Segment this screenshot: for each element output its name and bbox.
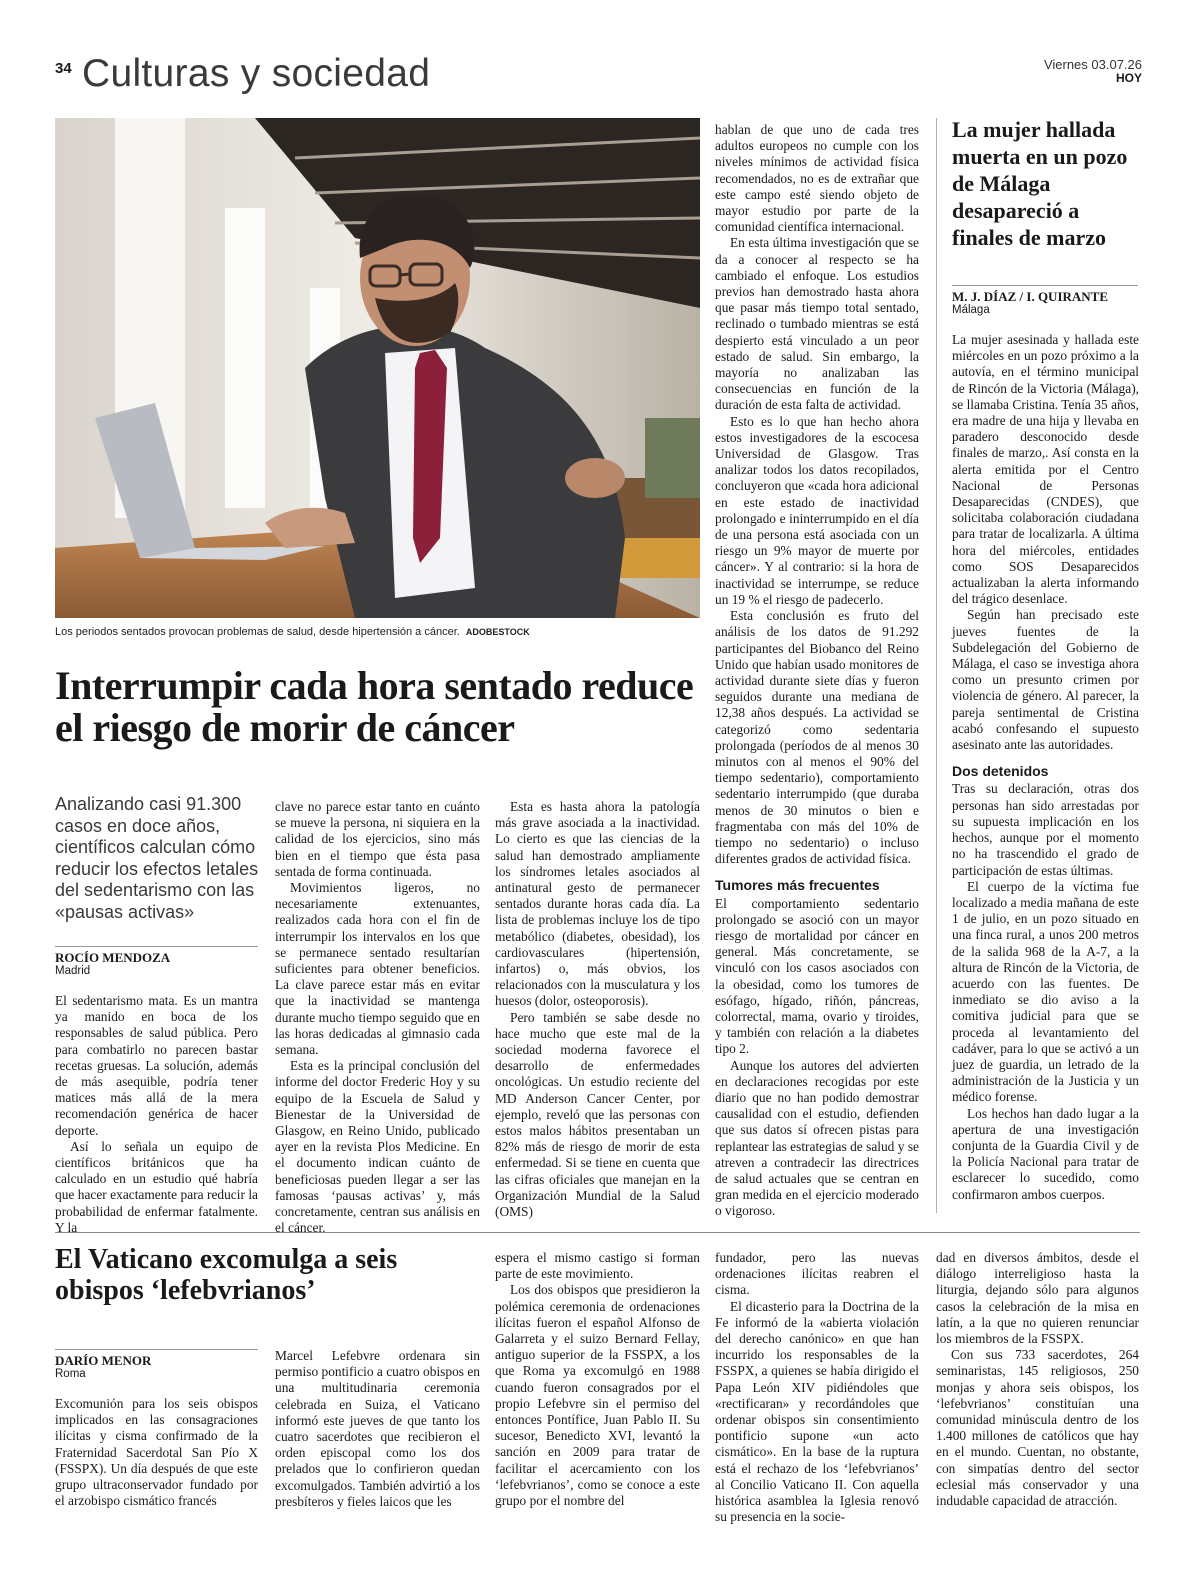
main-deck: Analizando casi 91.300 casos en doce años, científicos calculan cómo reducir los efectos letales del sedentarismo con las «pausas activas» (55, 794, 259, 922)
paragraph: En esta última investigación que se da a conocer al respecto se ha cambiado el enfoque. Los estudios previos han demostrado hasta ahora que pasar más tiempo total sentado, reclinado o tumbado mientras se está despierto está vinculado a un peor estado de salud. Sin embargo, la mayoría no analizaban las consecuencias en función de la duración de esta falta de actividad. (715, 235, 919, 413)
side-byline-author: M. J. DÍAZ / I. QUIRANTE (952, 289, 1109, 304)
paragraph: Movimientos ligeros, no necesariamente extenuantes, realizados cada hora con el fin de interrumpir los intervalos en los que se permanece sentado resultarían suficientes para obtener beneficios. La clave parece estar más en evitar que la inactividad se mantenga durante mucho tiempo seguido que en las horas dedicadas al gimnasio cada semana. (275, 880, 480, 1058)
paragraph: fundador, pero las nuevas ordenaciones ilícitas reabren el cisma. (715, 1250, 919, 1298)
byline-location: Madrid (55, 965, 91, 977)
bottom-article-column-3 (495, 1250, 700, 1509)
paragraph: Marcel Lefebvre ordenara sin permiso pontificio a cuatro obispos en una multitudinaria ceremonia celebrada en Suiza, el Vaticano informó este jueves de que tanto los cuatro sacerdotes que recibieron el orden episcopal como los dos prelados que lo confirieron quedan excomulgados. También advirtió a los presbíteros y fieles laicos que les (275, 1348, 480, 1509)
photo-credit: ADOBESTOCK (465, 627, 530, 637)
paragraph: Los hechos han dado lugar a la apertura de una investigación conjunta de la Guardia Civil y de la Policía Nacional para tratar de esclarecer lo sucedido, como confirmaron ambos cuerpos. (952, 1105, 1139, 1202)
date-line: Viernes 03.07.26 (1043, 57, 1142, 72)
side-byline-location: Málaga (952, 304, 990, 316)
paragraph: Esto es lo que han hecho ahora estos investigadores de la escocesa Universidad de Glasgow. Tras analizar todos los datos recopilados, concluyeron que «cada hora adicional en este estado de inactividad prolongado e ininterrumpido en el día de una persona está asociada con un riesgo un 9% mayor de muerte por cáncer». Y al contrario: si la hora de inactividad se interrumpe, se reduce un 19 % el riesgo de padecerlo. (715, 413, 919, 607)
side-byline-rule (952, 285, 1138, 286)
bottom-byline-rule (55, 1349, 258, 1350)
side-headline: La mujer hallada muerta en un pozo de Málaga desapareció a finales de marzo (952, 117, 1128, 250)
paragraph: El comportamiento sedentario prolongado se asoció con un mayor riesgo de mortalidad por cáncer en general. Más concretamente, se vinculó con los casos asociados con la obesidad, como los tumores de esófago, hígado, riñón, páncreas, colorrectal, mama, ovario y tiroides, y también con relación a la diabetes tipo 2. (715, 895, 919, 1057)
paper-name: HOY (1115, 71, 1142, 85)
main-article-column-1 (55, 993, 258, 1236)
paragraph: Esta es la principal conclusión del informe del doctor Frederic Hoy y su equipo de la Escuela de Salud y Bienestar de la Universidad de Glasgow, en Reino Unido, publicado ayer en la revista Plos Medicine. En el documento indican cuánto de beneficiosas pueden llegar a ser las famosas ‘pausas activas’ y, más concretamente, centran sus análisis en el cáncer. (275, 1058, 480, 1236)
byline-author: ROCÍO MENDOZA (55, 950, 171, 965)
paragraph: Tras su declaración, otras dos personas han sido arrestadas por su supuesta implicación en los hechos, aunque por el momento no ha trascendido el grado de participación de estas últimas. (952, 781, 1139, 878)
bottom-article-column-1 (55, 1396, 258, 1509)
bottom-byline-author: DARÍO MENOR (55, 1353, 152, 1368)
paragraph: dad en diversos ámbitos, desde el diálogo interreligioso hasta la liturgia, dejando sólo para algunos casos la celebración de la misa en latín, a la que no quieren renunciar los miembros de la FSSPX. (936, 1250, 1139, 1347)
paragraph: Esta es hasta ahora la patología más grave asociada a la inactividad. Lo cierto es que las ciencias de la salud han demostrado ampliamente los síndromes letales asociados al antinatural gesto de permanecer sentados durante horas cada día. La lista de problemas incluye los de tipo metabólico (diabetes, obesidad), los cardiovasculares (hipertensión, infartos) o, más obvios, los relacionados con la musculatura y los huesos (dolor, osteoporosis). (495, 799, 700, 1009)
paragraph: El cuerpo de la víctima fue localizado a media mañana de este 1 de julio, en un pozo situado en una finca rural, a unos 200 metros de la salida 968 de la A-7, a la altura de Rincón de la Victoria, de acuerdo con las fuentes. De inmediato se dio aviso a la comitiva judicial para que se proceda al levantamiento del cadáver, para lo que se activó a un juez de guardia, un letrado de la administración de la Justicia y un médico forense. (952, 878, 1139, 1105)
paragraph: Los dos obispos que presidieron la polémica ceremonia de ordenaciones ilícitas fueron el español Alfonso de Galarreta y el suizo Bernard Fellay, antiguo superior de la FSSPX, a los que Roma ya excomulgó en 1988 cuando fueron consagrados por el propio Lefebvre sin el permiso del entonces Pontífice, Juan Pablo II. Su sucesor, Benedicto XVI, levantó la sanción en 2009 para tratar de facilitar el acercamiento con los ‘lefebvrianos’, como se conoce a este grupo por el nombre del (495, 1282, 700, 1509)
section-separator (55, 1232, 1140, 1233)
paragraph: Excomunión para los seis obispos implicados en las consagraciones ilícitas y cisma confirmado de la Fraternidad Sacerdotal San Pío X (FSSPX). Un día después de que este grupo ultraconservador fundado por el arzobispo cismático francés (55, 1396, 258, 1509)
paragraph: Pero también se sabe desde no hace mucho que este mal de la sociedad moderna favorece el desarrollo de enfermedades oncológicas. Un estudio reciente del MD Anderson Cancer Center, por ejemplo, reveló que las personas con estos malos hábitos presentaban un 82% más de riesgo de morir de esta enfermedad. Si se tiene en cuenta que las cifras oficiales que manejan en la Organización Mundial de la Salud (OMS) (495, 1009, 700, 1220)
photo-man-laptop-back-pain (55, 118, 700, 618)
paragraph: hablan de que uno de cada tres adultos europeos no cumple con los niveles mínimos de actividad física recomendados, no es de extrañar que este campo esté siendo objeto de mayor estudio por parte de la comunidad científica internacional. (715, 122, 919, 235)
bottom-headline: El Vaticano excomulga a seis obispos ‘lefebvrianos’ (55, 1244, 398, 1306)
article-photo (55, 118, 700, 618)
paragraph: Según han precisado este jueves fuentes de la Subdelegación del Gobierno de Málaga, el caso se investiga ahora como un presunto crimen por violencia de género. Al parecer, la pareja sentimental de Cristina acabó confesando el supuesto asesinato ante las autoridades. (952, 607, 1139, 753)
main-article-column-4 (715, 122, 919, 1220)
paragraph: Esta conclusión es fruto del análisis de los datos de 91.292 participantes del Biobanco del Reino Unido que habían usado monitores de actividad durante siete días y fueron seguidos durante una mediana de 12,38 años después. La actividad se categorizó como sedentaria prolongada (períodos de al menos 30 minutos con al menos el 90% del tiempo sedentario), comportamiento sedentario interrumpido (que duraba menos de 30 minutos o bien e fragmentaba con más del 10% de tiempo no sedentario) o incluso diferentes grados de actividad física. (715, 608, 919, 867)
paragraph: La mujer asesinada y hallada este miércoles en un pozo próximo a la autovía, en el término municipal de Rincón de la Victoria (Málaga), se llamaba Cristina. Tenía 35 años, era madre de una hija y llevaba en paradero desconocido desde finales de marzo,. Así consta en la alerta emitida por el Centro Nacional de Personas Desaparecidas (CNDES), que solicitaba colaboración ciudadana para tratar de localizarla. A última hora del miércoles, entidades como SOS Desaparecidos actualizaban la alerta informando del trágico desenlace. (952, 332, 1139, 607)
main-article-column-2 (275, 799, 480, 1236)
bottom-byline-location: Roma (55, 1368, 86, 1380)
subhead-tumores: Tumores más frecuentes (715, 877, 880, 894)
paragraph: Así lo señala un equipo de científicos británicos que ha calculado en un estudio qué habría que hacer exactamente para reducir la probabilidad de enfermar fatalmente. Y la (55, 1138, 258, 1235)
paragraph: Aunque los autores del advierten en declaraciones recogidas por este diario que no han podido demostrar causalidad con el estudio, defienden que sus datos sí ofrecen pistas para replantear las estrategias de salud y se atreven a contradecir las directrices de salud actuales que se centran en gran medida en el ejercicio moderado o vigoroso. (715, 1057, 919, 1219)
bottom-article-column-2 (275, 1348, 480, 1510)
side-article-body (952, 332, 1139, 1203)
caption-text: Los periodos sentados provocan problemas de salud, desde hipertensión a cáncer. (55, 626, 460, 638)
column-divider (936, 118, 937, 1213)
photo-caption (55, 626, 530, 638)
paragraph: Con sus 733 sacerdotes, 264 seminaristas, 145 religiosos, 250 monjas y ahora seis obispos, los ‘lefebvrianos’ constituían una comunidad minúscula dentro de los 1.400 millones de católicos que hay en el mundo. Cuentan, no obstante, con simpatías dentro del sector eclesial más conservador y una indudable capacidad de atracción. (936, 1347, 1139, 1509)
bottom-article-column-5 (936, 1250, 1139, 1509)
main-headline: Interrumpir cada hora sentado reduce el riesgo de morir de cáncer (55, 663, 694, 750)
page-number: 34 (55, 60, 72, 77)
paragraph: espera el mismo castigo si forman parte de este movimiento. (495, 1250, 700, 1282)
paragraph: El dicasterio para la Doctrina de la Fe informó de la «abierta violación del derecho canónico» en que han incurrido los responsables de la FSSPX, a quienes se había dirigido el Papa León XIV pidiéndoles que «rectificaran» y recordándoles que ordenar obispos sin consentimiento pontificio supone «un acto cismático». En la base de la ruptura está el rechazo de los ‘lefebvrianos’ al Concilio Vaticano II. Con aquella histórica asamblea la Iglesia renovó su presencia en la socie- (715, 1298, 919, 1525)
paragraph: clave no parece estar tanto en cuánto se mueve la persona, ni siquiera en la calidad de los ejercicios, sino más bien en el tiempo que ésta pasa sentada de forma continuada. (275, 799, 480, 879)
byline-rule (55, 946, 258, 947)
paragraph: El sedentarismo mata. Es un mantra ya manido en boca de los responsables de salud pública. Pero para combatirlo no parecen bastar recetas gruesas. La solución, además de más asequible, podría tener matices más allá de la mera recomendación genérica de hacer deporte. (55, 993, 258, 1138)
main-article-column-3 (495, 799, 700, 1220)
section-title: Culturas y sociedad (82, 52, 431, 95)
subhead-dos-detenidos: Dos detenidos (952, 763, 1049, 780)
bottom-article-column-4 (715, 1250, 919, 1525)
